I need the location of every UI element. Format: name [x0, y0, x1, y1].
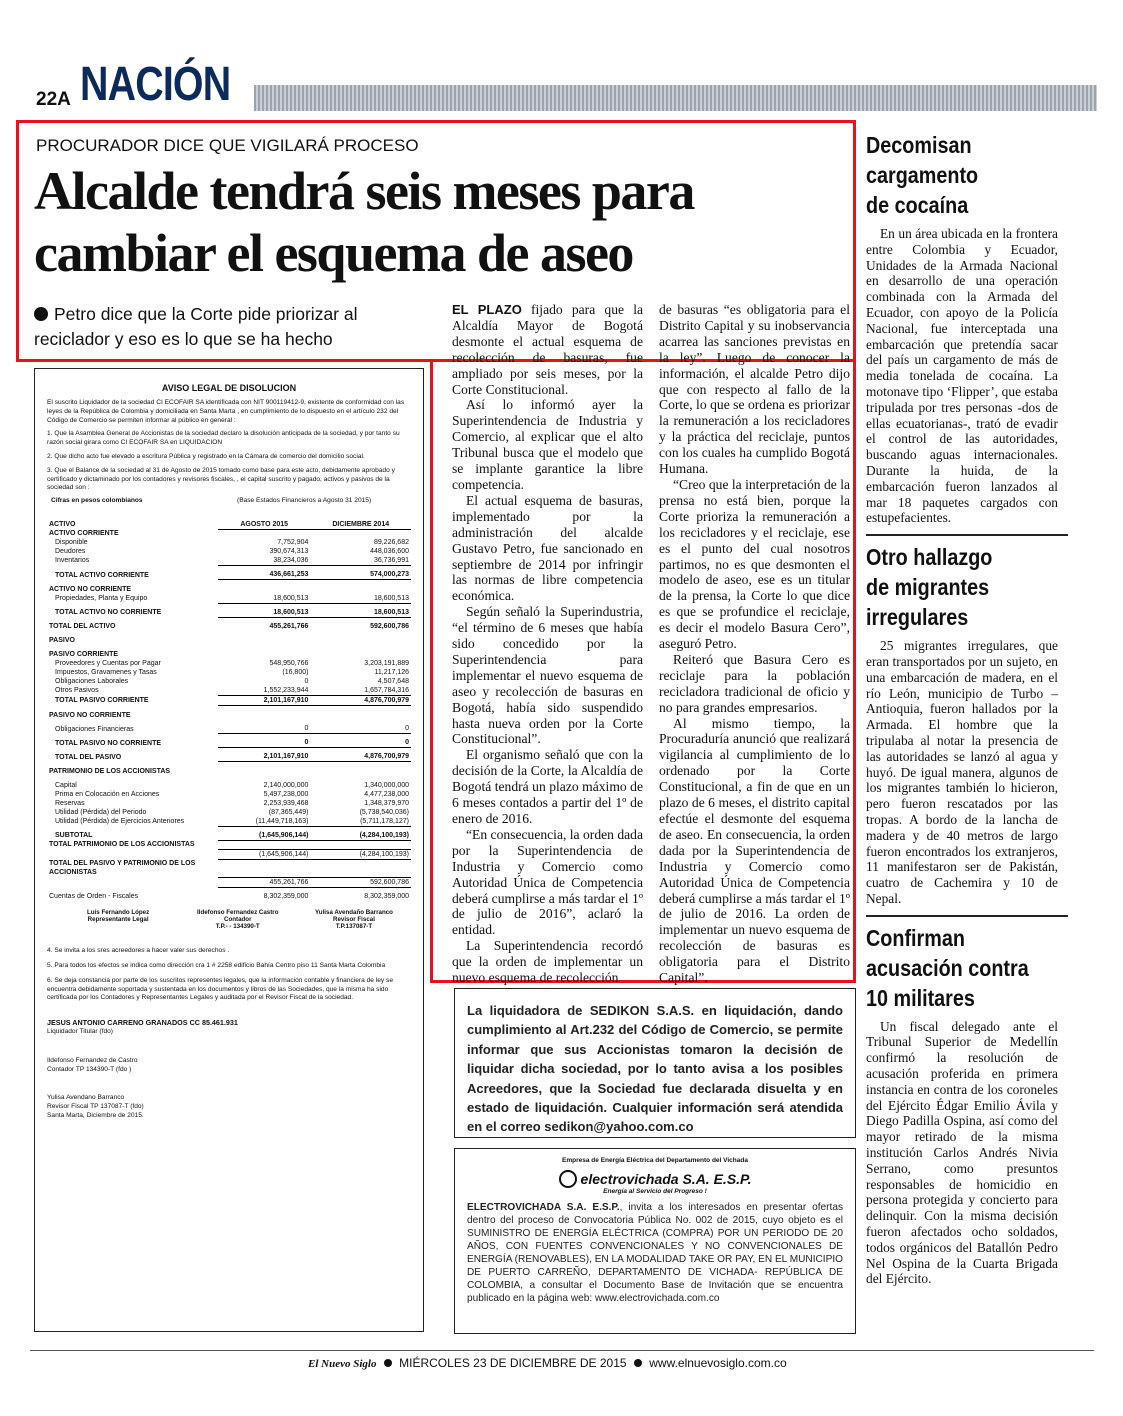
sidebar: [866, 130, 1058, 1287]
footer-date: MIÉRCOLES 23 DE DICIEMBRE DE 2015: [399, 1356, 627, 1370]
sig2-name: Ildefonso Fernandez Castro: [197, 909, 279, 917]
financial-row: [47, 668, 411, 677]
brief-1-body: En un área ubicada en la frontera entre Colombia y Ecuador, Unidades de la Armada Nacional en desarrollo de una operación combinada con la Armada del Ecuador, con apoyo de la Policía Nacional, fue interceptada una embarcación que pretendía sacar del país un cargamento de más de media tonelada de cocaína. La motonave tipo ‘Flipper’, que estaba tripulada por tres personas -dos de ellas ecuatorianas-, trató de evadir el control de las autoridades, buscando aguas internacionales. Durante la huida, de la embarcación fueron lanzados al mar 18 paquetes cargados con estupefacientes.: [866, 226, 1058, 526]
value-agosto-2015: [218, 706, 311, 720]
row-label: Reservas: [55, 799, 85, 807]
aviso-title: AVISO LEGAL DE DISOLUCION: [161, 383, 297, 393]
value-agosto-2015: (11,449,718,163): [255, 817, 309, 825]
headline-line-2: cambiar el esquema de aseo: [34, 223, 633, 283]
row-label: TOTAL DEL PASIVO: [55, 753, 122, 761]
value-agosto-2015: 0: [218, 734, 311, 748]
financial-row: [47, 887, 411, 901]
value-agosto-2015: [218, 762, 311, 776]
value-diciembre-2014: 448,036,600: [370, 548, 409, 556]
value-diciembre-2014: 8,302,359,000: [364, 893, 409, 901]
aviso-item-4: 4. Se invita a los sres acreedores a hacer valer sus derechos .: [47, 947, 230, 955]
lead-p5: El organismo señaló que con la decisión de la Corte, la Alcaldía de Bogotá tendrá un plazo máximo de 6 meses contados a partir del 1º de enero de 2016.: [452, 747, 643, 826]
row-label: Capital: [55, 781, 77, 789]
brief-2-body: 25 migrantes irregulares, que eran transportados por un sujeto, en una embarcación de madera, en el río León, municipio de Turbo – Antioquia, fueron hallados por la Armada. El hombre que la tripulaba al notar la presencia de las autoridades se lanzó al agua y huyó. De igual manera, algunos de los migrantes también lo hicieron, pero fueron rescatados por las tropas. A bordo de la lancha de madera y de 40 metros de largo fueron encontrados los extranjeros, 11 manifestaron ser de Pakistán, cuatro de Cachemira y 10 de Nepal.: [866, 638, 1058, 906]
kicker: PROCURADOR DICE QUE VIGILARÁ PROCESO: [36, 136, 419, 155]
financial-row: [47, 529, 411, 538]
financial-row: [47, 849, 411, 859]
value-diciembre-2014: 1,340,000,000: [364, 781, 409, 789]
row-label: PASIVO: [49, 637, 75, 645]
financial-row: [47, 659, 411, 668]
value-agosto-2015: 2,140,000,000: [263, 781, 309, 789]
value-diciembre-2014: 0: [310, 734, 411, 748]
value-diciembre-2014: 574,000,273: [310, 566, 411, 580]
electro-top: Empresa de Energía Eléctrica del Departamento del Vichada: [562, 1157, 748, 1164]
financial-row: [47, 603, 411, 617]
aviso-item-1: 1. Que la Asamblea General de Accionistas de la sociedad declaro la disolución anticipada de la sociedad, y por tanto su razón social girara como CI ECOFAIR SA en LIQUIDACION: [47, 430, 400, 447]
subhead-line-1: Petro dice que la Corte pide priorizar al: [54, 304, 358, 324]
row-label: Utilidad (Pérdida) de Ejercicios Anteriores: [55, 817, 185, 825]
aviso-base: (Base Estados Financieros a Agosto 31 2015): [237, 497, 372, 505]
value-agosto-2015: 0: [304, 725, 309, 733]
row-label: Utilidad (Pérdida) del Periodo: [55, 808, 147, 816]
sig3-name: Yulisa Avendaño Barranco: [315, 909, 393, 917]
value-agosto-2015: 0: [304, 678, 309, 686]
value-diciembre-2014: 4,477,238,000: [364, 790, 409, 798]
brief-2-title: Otro hallazgo de migrantes irregulares: [866, 544, 993, 631]
value-agosto-2015: 18,600,513: [218, 603, 311, 617]
value-agosto-2015: 2,253,939,468: [263, 799, 309, 807]
col-diciembre: DICIEMBRE 2014: [310, 509, 411, 529]
lead-c2-p1: de basuras “es obligatoria para el Distrito Capital y su inobservancia acarrea las sanciones previstas en la ley”. Luego de conocer la información, el alcalde Petro dijo que con respecto al fallo de la Corte, lo que se ordena es priorizar la remuneración a los recicladores y la práctica del reciclaje, puntos con los cuales ha cumplido Bogotá Humana.: [659, 302, 850, 477]
brief-divider-2: [866, 915, 1068, 917]
row-label: ACTIVO NO CORRIENTE: [49, 585, 132, 593]
footer-bullet-1: [384, 1359, 392, 1367]
value-diciembre-2014: 89,226,682: [373, 539, 409, 547]
financial-row: [47, 677, 411, 686]
page-header: [0, 55, 1123, 115]
row-label: Disponible: [55, 539, 88, 547]
lead-c2-p3: Reiteró que Basura Cero es reciclaje para la población recicladora tradicional de oficio y no para grandes empresarios.: [659, 651, 850, 715]
headline-line-1: Alcalde tendrá seis meses para: [34, 161, 694, 221]
lead-p2: Así lo informó ayer la Superintendencia de Industria y Comercio, al explicar que el alto Tribunal busca que el modelo que se implante garantice la libre competencia.: [452, 397, 643, 492]
row-label: TOTAL PASIVO CORRIENTE: [55, 697, 149, 705]
sedikon-text-b: . en liquidación, dando cumplimiento al Art.232 del Código de Comercio, se permite informar que sus Accionistas tomaron la decisión de liquidar dicha sociedad, por lo tanto avisa a los posibles Acreedores, que la Sociedad fue declarada disuelta y en estado de liquidación. Cualquier información será atendida en el correo sedikon@yahoo.com.co: [467, 1003, 843, 1135]
value-agosto-2015: 38,234,036: [273, 557, 309, 565]
footer-rule: [30, 1350, 1094, 1351]
value-diciembre-2014: 18,600,513: [373, 594, 409, 602]
value-agosto-2015: 390,674,313: [269, 548, 309, 556]
financial-row: [47, 826, 411, 840]
firma-1b: Liquidador Titular (fdo): [47, 1027, 113, 1035]
value-diciembre-2014: [310, 529, 411, 538]
electro-slogan: Energía al Servicio del Progreso !: [603, 1188, 707, 1196]
value-diciembre-2014: [310, 840, 411, 849]
value-agosto-2015: [218, 529, 311, 538]
bullet-icon: [34, 307, 48, 321]
row-label: Obligaciones Financieras: [55, 725, 134, 733]
value-agosto-2015: (16,800): [282, 669, 309, 677]
value-agosto-2015: (1,645,906,144): [218, 826, 311, 840]
lead-in: EL PLAZO: [452, 302, 522, 317]
sedikon-name: SEDIKON S.A.S: [589, 1003, 691, 1018]
row-label: Propiedades, Planta y Equipo: [55, 594, 148, 602]
value-agosto-2015: 455,261,766: [218, 877, 311, 887]
row-label: Prima en Colocación en Acciones: [55, 790, 160, 798]
firma-2b: Contador TP 134390-T (fdo ): [47, 1065, 132, 1073]
lead-column-1: [452, 302, 643, 986]
financial-row: [47, 556, 411, 566]
financial-row: [47, 859, 411, 877]
aviso-item-5: 5. Para todos los efectos se indica como dirección cra 1 # 2258 edificio Bahía Centro piso 11 Santa Marta Colombia: [47, 961, 386, 969]
financial-row: [47, 808, 411, 817]
brief-3-title: Confirman acusación contra 10 militares: [866, 924, 1029, 1011]
value-diciembre-2014: [310, 706, 411, 720]
subhead: [34, 302, 424, 352]
signatures: [47, 909, 411, 945]
financial-row: [47, 799, 411, 808]
firma-3: Yulisa Avendano Barranco: [47, 1094, 125, 1102]
row-label: ACTIVO CORRIENTE: [49, 530, 119, 538]
value-agosto-2015: [218, 859, 311, 877]
value-diciembre-2014: 592,600,786: [310, 877, 411, 887]
row-label: TOTAL PATRIMONIO DE LOS ACCIONISTAS: [49, 841, 195, 849]
sig1-name: Luis Fernando López: [87, 909, 150, 917]
col-agosto: AGOSTO 2015: [218, 509, 311, 529]
row-label: Cuentas de Orden - Fiscales: [49, 893, 139, 901]
aviso-item-2: 2. Que dicho acto fue elevado a escritura Pública y registrado en la Cámara de comercio del domicilio social.: [47, 452, 365, 460]
financial-row: [47, 790, 411, 799]
row-label: TOTAL ACTIVO CORRIENTE: [55, 571, 149, 579]
value-agosto-2015: 7,752,904: [277, 539, 309, 547]
financial-row: [47, 538, 411, 547]
aviso-cifras: Cifras en pesos colombianos: [51, 497, 143, 505]
value-agosto-2015: 548,950,766: [269, 660, 309, 668]
subhead-line-2: reciclador y eso es lo que se ha hecho: [34, 329, 333, 349]
brief-divider-1: [866, 534, 1068, 536]
row-label: Inventarios: [55, 557, 90, 565]
financial-row: [47, 645, 411, 659]
lead-p1: fijado para que la Alcaldía Mayor de Bogotá desmonte el actual esquema de recolección de basuras, fue ampliado por seis meses, por la Corte Constitucional.: [452, 302, 644, 397]
lead-p7: La Superintendencia recordó que la orden de implementar un nuevo esquema de recolección: [452, 938, 643, 986]
lead-c2-p4: Al mismo tiempo, la Procuraduría anunció que realizará vigilancia al cumplimiento de lo ordenado por la Corte Constitucional, a fin de que en un plazo de 6 meses, el distrito capital efectúe el desmonte del esquema de aseo. En consecuencia, la orden dada por la Superintendencia de Industria y Comercio como Autoridad Única de Competencia deberá cumplirse a más tardar el 1º de julio de 2016. La orden de implementar un nuevo esquema de recolección de basuras es obligatoria para el Distrito Capital”.: [659, 715, 850, 986]
value-agosto-2015: 2,101,167,910: [218, 748, 311, 762]
value-diciembre-2014: 11,217,126: [374, 669, 409, 677]
row-label: PASIVO CORRIENTE: [49, 651, 119, 659]
financial-row: [47, 686, 411, 696]
financial-row: [47, 720, 411, 734]
sedikon-ad: [454, 988, 856, 1138]
value-diciembre-2014: (5,738,540,036): [359, 808, 409, 816]
value-diciembre-2014: 4,507,648: [377, 678, 409, 686]
value-agosto-2015: 436,661,253: [218, 566, 311, 580]
row-label: Impuestos, Gravamenes y Tasas: [55, 669, 157, 677]
aviso-legal-box: [34, 368, 424, 1332]
row-label: SUBTOTAL: [55, 832, 93, 840]
financial-row: [47, 706, 411, 720]
financial-row: [47, 594, 411, 604]
lead-p6: “En consecuencia, la orden dada por la Superintendencia de Industria y Comercio como Autoridad Única de Competencia deberá cumplirse a más tardar el 1º de julio de 2016”, aclaró la entidad.: [452, 826, 644, 938]
financial-row: [47, 696, 411, 706]
headline: [34, 160, 834, 284]
financial-row: [47, 776, 411, 790]
financial-row: [47, 734, 411, 748]
footer-bullet-2: [634, 1359, 642, 1367]
financial-row: [47, 748, 411, 762]
row-label: Proveedores y Cuentas por Pagar: [55, 660, 161, 668]
footer: [308, 1356, 828, 1370]
firma-3b: Revisor Fiscal TP 137087-T (fdo): [47, 1103, 144, 1111]
sig2-role: Contador: [223, 916, 252, 924]
aviso-intro: El suscrito Liquidador de la sociedad CI ECOFAIR SA identificada con NIT 900119412-9, existente de conformidad con las leyes de la República de Colombia y domiciliada en Santa Marta , en cumplimiento de lo dispuesto en el artículo 232 del Código de Comercio se permiten informar al público en general :: [47, 399, 405, 424]
value-diciembre-2014: 0: [405, 725, 409, 733]
lead-p4: Según señaló la Superindustria, “el término de 6 meses que había sido concedido por la Superintendencia para implementar el nuevo esquema de aseo y recolección de basuras en Bogotá, había sido suspendido hasta nueva orden por la Corte Constitucional”.: [452, 604, 643, 747]
aviso-item-3: 3. Que el Balance de la sociedad al 31 de Agosto de 2015 tomado como base para este acto, debidamente aprobado y certificado y dictaminado por los contadores y revisores fiscales, , el capital suscrito y pagado, activos y pasivos de la sociedad son :: [47, 466, 395, 492]
value-agosto-2015: [218, 580, 311, 594]
row-label: Obligaciones Laborales: [55, 678, 129, 686]
value-agosto-2015: 2,101,167,910: [218, 696, 311, 706]
value-diciembre-2014: 1,348,379,970: [364, 799, 409, 807]
row-label: TOTAL PASIVO NO CORRIENTE: [55, 739, 162, 747]
value-diciembre-2014: 592,600,786: [370, 623, 409, 631]
electro-logo: [467, 1170, 843, 1188]
header-bar: [254, 85, 1097, 111]
value-diciembre-2014: 18,600,513: [310, 603, 411, 617]
financial-row: [47, 840, 411, 849]
value-agosto-2015: [218, 840, 311, 849]
financial-table: [47, 509, 411, 901]
brief-1-title: Decomisan cargamento de cocaína: [866, 132, 979, 218]
value-diciembre-2014: [310, 645, 411, 659]
electro-body-name: ELECTROVICHADA S.A. E.S.P.: [467, 1202, 620, 1214]
value-diciembre-2014: (4,284,100,193): [310, 826, 411, 840]
sig3-tp: T.P.137087-T: [335, 923, 373, 931]
electrovichada-ad: [454, 1148, 856, 1334]
value-agosto-2015: (1,645,906,144): [218, 849, 311, 859]
footer-paper: El Nuevo Siglo: [308, 1358, 377, 1370]
row-label: TOTAL DEL PASIVO Y PATRIMONIO DE LOS ACCIONISTAS: [49, 860, 196, 877]
footer-url: www.elnuevosiglo.com.co: [649, 1356, 787, 1370]
value-agosto-2015: (87,365,449): [268, 808, 309, 816]
lead-c2-p2: “Creo que la interpretación de la prensa no está bien, porque la Corte prioriza la remuneración a los recicladores y el reciclaje, ese es el punto del cual nosotros partimos, no es que desmonten el modelo de aseo, ese es un titular de la prensa, la Corte lo que dice es que se profundice el reciclaje, es decir el modelo Basura Cero”, aseguró Petro.: [659, 476, 851, 652]
value-diciembre-2014: 4,876,700,979: [310, 696, 411, 706]
lead-column-2: [659, 302, 850, 986]
value-diciembre-2014: 1,657,784,316: [364, 687, 409, 695]
col-activo: ACTIVO: [49, 521, 76, 529]
sedikon-text-a: La liquidadora de: [467, 1003, 590, 1018]
aviso-item-6: 6. Se deja constancia por parte de los suscritos representes legales, que la información contable y financiera de ley se encuentra debidamente soportada y sustentada en los documentos y libros de las Sociedades, que la misma ha sido certificada por los Contadores y Representantes Legales y auditada por el Revisor Fiscal de la sociedad.: [47, 976, 394, 1002]
lead-p3: El actual esquema de basuras, implementado por la administración del alcalde Gustavo Petro, fue sancionado en septiembre de 2014 por infringir las normas de libre competencia económica.: [452, 492, 643, 604]
value-agosto-2015: [218, 631, 311, 645]
value-agosto-2015: [218, 645, 311, 659]
sig3-role: Revisor Fiscal: [332, 916, 375, 924]
value-diciembre-2014: [310, 580, 411, 594]
financial-row: [47, 566, 411, 580]
value-diciembre-2014: [310, 631, 411, 645]
financial-row: [47, 617, 411, 631]
sig2-tp: T.P.- - 134390-T: [215, 923, 260, 931]
financial-row: [47, 877, 411, 887]
value-diciembre-2014: (4,284,100,193): [310, 849, 411, 859]
value-diciembre-2014: 3,203,191,889: [364, 660, 409, 668]
value-diciembre-2014: 4,876,700,979: [310, 748, 411, 762]
row-label: TOTAL DEL ACTIVO: [49, 623, 116, 631]
financial-row: [47, 580, 411, 594]
page-number: 22A: [36, 89, 71, 110]
row-label: [47, 849, 218, 859]
value-diciembre-2014: (5,711,178,127): [360, 817, 409, 825]
electro-body: , invita a los interesados en presentar ofertas dentro del proceso de Convocatoria Pública No. 002 de 2015, cuyo objeto es el SUMINISTRO DE ENERGÍA ELÉCTRICA (COMPRA) POR UN PERIODO DE 20 AÑOS, CON FUENTES CONVENCIONALES Y NO CONVENCIONALES DE ENERGÍA (RENOVABLES), EN LA MODALIDAD TAKE OR PAY, EN EL MUNICIPIO DE PUERTO CARREÑO, DEPARTAMENTO DE VICHADA- REPÚBLICA DE COLOMBIA, a consultar el Documento Base de Invitación que se encuentra publicado en la página web: www.electrovichada.com.co: [467, 1202, 843, 1305]
value-agosto-2015: 5,497,238,000: [263, 790, 309, 798]
financial-row: [47, 762, 411, 776]
firma-1: JESUS ANTONIO CARRENO GRANADOS CC 85.461.931: [47, 1018, 238, 1028]
value-agosto-2015: 8,302,359,000: [263, 893, 309, 901]
row-label: Deudores: [55, 548, 86, 556]
electro-logo-text: electrovichada S.A. E.S.P.: [580, 1171, 752, 1187]
value-diciembre-2014: [310, 762, 411, 776]
value-agosto-2015: 18,600,513: [273, 594, 309, 602]
financial-row: [47, 547, 411, 556]
row-label: PASIVO NO CORRIENTE: [49, 711, 131, 719]
brief-3-body: Un fiscal delegado ante el Tribunal Superior de Medellín confirmó la resolución de acusación proferida en primera instancia en contra de los coroneles del Ejército Édgar Emilio Ávila y Diego Padilla Ospina, así como del mayor retirado de la misma institución Carlos Andrés Nivia Serrano, como presuntos responsables de homicidio en persona protegida y concierto para delinquir. Con la misma decisión fueron afectados ocho soldados, todos orgánicos del Batallón Pedro Nel Ospina de la Cuarta Brigada del Ejército.: [866, 1018, 1058, 1287]
row-label: [47, 877, 218, 887]
financial-row: [47, 817, 411, 827]
bulb-icon: [559, 1170, 577, 1188]
section-title: NACIÓN: [80, 58, 231, 111]
value-diciembre-2014: [310, 859, 411, 877]
row-label: TOTAL ACTIVO NO CORRIENTE: [55, 609, 162, 617]
row-label: PATRIMONIO DE LOS ACCIONISTAS: [49, 767, 171, 775]
value-diciembre-2014: 36,736,991: [373, 557, 409, 565]
financial-row: [47, 631, 411, 645]
sig1-role: Representante Legal: [87, 916, 149, 924]
row-label: Otros Pasivos: [55, 687, 99, 695]
value-agosto-2015: 455,261,766: [269, 623, 309, 631]
firma-2: Ildefonso Fernandez de Castro: [47, 1056, 138, 1064]
firma-3c: Santa Marta, Diciembre de 2015.: [47, 1111, 144, 1119]
value-agosto-2015: 1,552,233,944: [263, 687, 309, 695]
